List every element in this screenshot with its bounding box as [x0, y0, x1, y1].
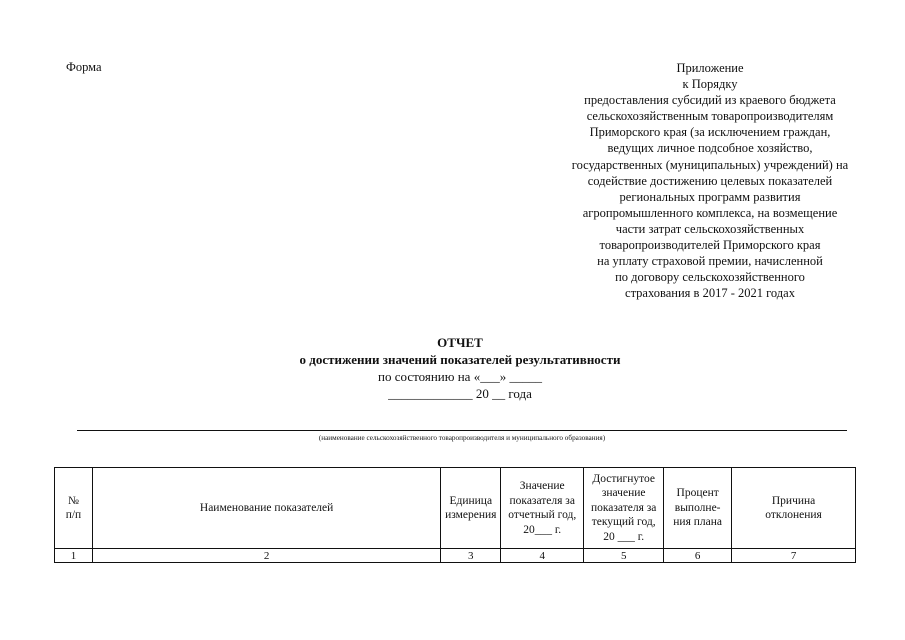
org-name-caption: (наименование сельскохозяйственного товаропроизводителя и муниципального образования): [318, 434, 606, 442]
indicators-table: [54, 467, 856, 563]
appendix-line: региональных программ развития: [619, 189, 801, 204]
appendix-line: ведущих личное подсобное хозяйство,: [607, 141, 813, 156]
report-subtitle: о достижении значений показателей результативности: [299, 352, 621, 367]
header-cell-deviation-reason: Причина отклонения: [732, 468, 856, 549]
column-number-cell: 7: [732, 549, 856, 563]
appendix-line: агропромышленного комплекса, на возмещение: [582, 205, 838, 220]
appendix-line: к Порядку: [682, 77, 738, 92]
report-title: ОТЧЕТ: [437, 335, 483, 350]
appendix-line: предоставления субсидий из краевого бюджета: [584, 93, 836, 108]
column-number-cell: 1: [55, 549, 93, 563]
appendix-line: на уплату страховой премии, начисленной: [597, 254, 823, 269]
column-number-cell: 6: [664, 549, 732, 563]
header-cell-number: № п/п: [55, 468, 93, 549]
column-number-cell: 3: [441, 549, 501, 563]
report-date-line-2: _____________ 20 __ года: [388, 386, 532, 401]
appendix-line: государственных (муниципальных) учреждений) на: [571, 157, 849, 172]
report-date-line-1: по состоянию на «___» _____: [378, 369, 542, 384]
column-number-cell: 4: [501, 549, 584, 563]
table-header-row: [55, 468, 856, 549]
appendix-line: товаропроизводителей Приморского края: [599, 238, 821, 253]
appendix-line: Приложение: [676, 61, 744, 75]
header-cell-unit: Единица измерения: [441, 468, 501, 549]
appendix-line: по договору сельскохозяйственного: [615, 270, 805, 285]
form-label: Форма: [66, 60, 102, 74]
appendix-line: содействие достижению целевых показателей: [587, 173, 833, 188]
appendix-line: части затрат сельскохозяйственных: [615, 221, 805, 236]
header-cell-achieved-value: Достигнутое значение показателя за текущий год, 20 ___ г.: [584, 468, 664, 549]
appendix-line: Приморского края (за исключением граждан,: [589, 125, 831, 140]
header-cell-indicator-name: Наименование показателей: [92, 468, 440, 549]
header-cell-plan-percent: Процент выполне- ния плана: [664, 468, 732, 549]
appendix-line: сельскохозяйственным товаропроизводителям: [586, 109, 834, 124]
appendix-line: страхования в 2017 - 2021 годах: [625, 286, 795, 301]
column-number-cell: 5: [584, 549, 664, 563]
column-number-cell: 2: [92, 549, 440, 563]
org-name-line: [77, 430, 847, 431]
appendix-block: [540, 60, 880, 301]
header-cell-reporting-year-value: Значение показателя за отчетный год, 20___ г.: [501, 468, 584, 549]
report-title-block: [250, 334, 670, 402]
table-number-row: [55, 549, 856, 563]
